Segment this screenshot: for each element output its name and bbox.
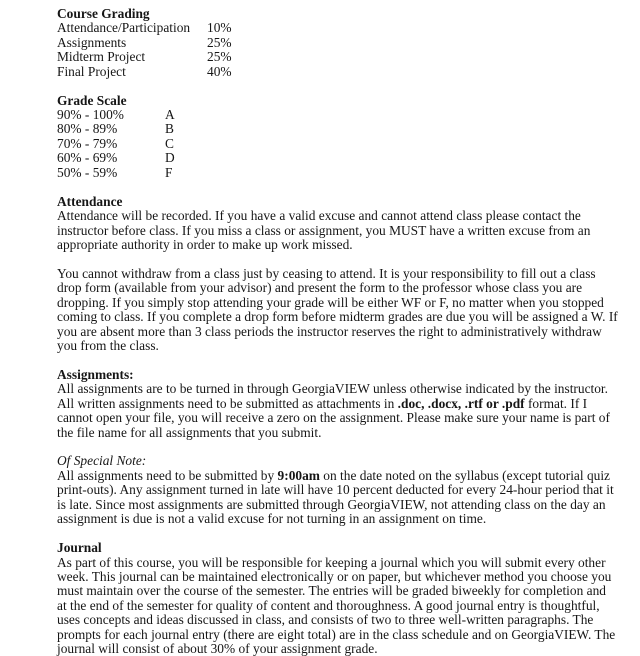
grade-letter: D: [165, 150, 175, 166]
text-line: As part of this course, you will be responsible for keeping a journal which you will submit every other: [57, 554, 606, 570]
grading-item-label: Final Project: [57, 63, 126, 79]
text-line: drop form (available from your advisor) and present the form to the professor whose class you are: [57, 280, 583, 296]
journal-section: [57, 541, 640, 656]
text-line: All assignments are to be turned in through GeorgiaVIEW unless otherwise indicated by the instructor.: [57, 381, 609, 397]
deadline-bold-text: 9:00am: [277, 467, 320, 483]
grade-letter: F: [165, 164, 173, 180]
text-line: you are absent more than 3 class periods the instructor reserves the right to administratively withdraw: [57, 323, 602, 339]
text-line: you from the class.: [57, 338, 159, 354]
special-note-section: [57, 454, 640, 526]
text-line: print-outs). Any assignment turned in late will have 10 percent deducted for every 24-hour period that it: [57, 482, 614, 498]
grading-row: [57, 21, 640, 35]
text-line: assignment is due is not a valid excuse for not turning in an assignment on time.: [57, 511, 487, 527]
assignments-heading: Assignments:: [57, 366, 134, 382]
paragraph: [57, 267, 640, 354]
text-line: Attendance will be recorded. If you have a valid excuse and cannot attend class please contact the: [57, 208, 581, 224]
grade-row: [57, 151, 640, 165]
grading-row: [57, 36, 640, 50]
text-line: cannot open your file, you will receive a zero on the assignment. Please make sure your name is part of: [57, 410, 610, 426]
text-line: appropriate authority in order to make up work missed.: [57, 236, 353, 252]
grade-scale-heading: Grade Scale: [57, 92, 127, 108]
grading-item-value: 10%: [207, 20, 232, 36]
text-line: must maintain over the course of the semester. The entries will be graded biweekly for completion and: [57, 583, 606, 599]
text-line: uses concepts and ideas discussed in class, and consists of two to three well-written paragraphs. The: [57, 612, 594, 628]
grading-item-label: Midterm Project: [57, 49, 146, 65]
text-line: the file name for all assignments that you submit.: [57, 424, 322, 440]
special-note-heading: Of Special Note:: [57, 453, 147, 469]
text-segment: format. If I: [524, 395, 588, 411]
grading-item-label: Attendance/Participation: [57, 20, 191, 36]
text-line: You cannot withdraw from a class just by ceasing to attend. It is your responsibility to fill out a class: [57, 265, 596, 281]
grade-range: 70% - 79%: [57, 135, 118, 151]
file-formats-bold-text: .doc, .docx, .rtf or .pdf: [397, 395, 525, 411]
text-line: at the end of the semester for quality of content and thoroughness. A good journal entry is thoughtful,: [57, 597, 600, 613]
grading-item-value: 25%: [207, 49, 232, 65]
grading-item-label: Assignments: [57, 34, 127, 50]
grade-range: 90% - 100%: [57, 107, 124, 123]
course-grading-heading: Course Grading: [57, 6, 150, 21]
grading-row: [57, 65, 640, 79]
text-line: prompts for each journal entry (there are eight total) are in the class schedule and on GeorgiaVIEW. The: [57, 626, 616, 642]
attendance-heading: Attendance: [57, 193, 123, 209]
grading-item-value: 25%: [207, 34, 232, 50]
paragraph: [57, 469, 640, 527]
grade-scale-section: [57, 94, 640, 181]
text-line: is late. Since most assignments are submitted through GeorgiaVIEW, not attending class on the day an: [57, 496, 606, 512]
grading-row: [57, 50, 640, 64]
text-line: instructor before class. If you miss a class or assignment, you MUST have a written excuse from an: [57, 222, 591, 238]
text-segment: All assignments need to be submitted by: [57, 467, 278, 483]
grade-letter: C: [165, 135, 174, 151]
paragraph: [57, 209, 640, 252]
grading-item-value: 40%: [207, 63, 232, 79]
text-line: journal will consist of about 30% of your assignment grade.: [57, 641, 378, 656]
assignments-section: [57, 368, 640, 440]
text-line: [57, 469, 640, 483]
grade-row: [57, 122, 640, 136]
grade-row: [57, 137, 640, 151]
paragraph: [57, 556, 640, 656]
paragraph: [57, 382, 640, 440]
text-segment: All written assignments need to be submitted as attachments in: [57, 395, 398, 411]
text-line: dropping. If you simply stop attending your grade will be either WF or F, no matter when you stopped: [57, 294, 604, 310]
text-line: week. This journal can be maintained electronically or on paper, but whichever method you choose you: [57, 568, 612, 584]
attendance-section: [57, 195, 640, 354]
journal-heading: Journal: [57, 540, 102, 556]
grade-range: 80% - 89%: [57, 121, 118, 137]
text-line: coming to class. If you complete a drop form before midterm grades are due you will be assigned a W. If: [57, 309, 618, 325]
course-grading-section: [57, 7, 640, 79]
grade-range: 60% - 69%: [57, 150, 118, 166]
grade-letter: B: [165, 121, 174, 137]
grade-row: [57, 108, 640, 122]
grade-range: 50% - 59%: [57, 164, 118, 180]
text-line: [57, 397, 640, 411]
grade-letter: A: [165, 107, 175, 123]
grade-row: [57, 166, 640, 180]
text-segment: on the date noted on the syllabus (except tutorial quiz: [319, 467, 611, 483]
